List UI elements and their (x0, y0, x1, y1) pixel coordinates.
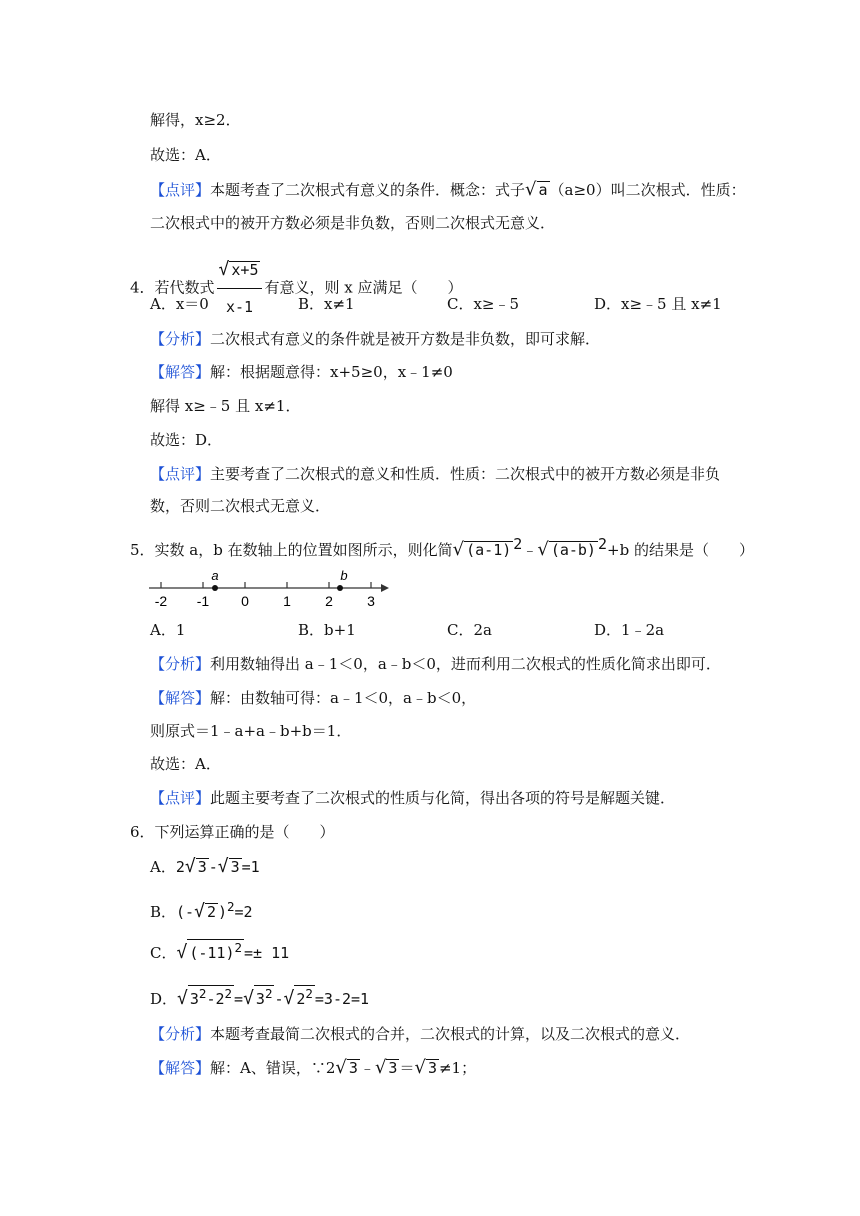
q5-option-c[interactable]: C．2a (447, 621, 492, 639)
q5-option-d[interactable]: D．1﹣2a (594, 621, 665, 639)
tick-label: 2 (325, 593, 333, 609)
comment-line-2: 二次根式中的被开方数必须是非负数，否则二次根式无意义． (150, 214, 556, 232)
q4-answer: 【解答】解：根据题意得：x+5≥0，x﹣1≠0 (150, 363, 453, 381)
tick-label: -2 (154, 593, 168, 609)
q4-analysis: 【分析】二次根式有意义的条件就是被开方数是非负数，即可求解． (150, 330, 601, 348)
q4-option-b[interactable]: B．x≠1 (298, 295, 355, 313)
number-line (145, 568, 395, 612)
q4-comment: 【点评】主要考查了二次根式的意义和性质．性质：二次根式中的被开方数必须是非负 (150, 465, 721, 483)
q5-analysis: 【分析】利用数轴得出 a﹣1＜0，a﹣b＜0，进而利用二次根式的性质化简求出即可． (150, 655, 721, 673)
tick-label: 1 (283, 593, 291, 609)
q5-comment: 【点评】此题主要考查了二次根式的性质与化简，得出各项的符号是解题关键． (150, 789, 676, 807)
q4-option-c[interactable]: C．x≥﹣5 (447, 295, 520, 313)
comment-tag: 【点评】 (150, 181, 211, 199)
radical-a: a (538, 181, 548, 199)
point-b (337, 585, 343, 591)
q4-option-d[interactable]: D．x≥﹣5 且 x≠1 (594, 295, 722, 313)
question-5-stem: 5．实数 a，b 在数轴上的位置如图所示，则化简√ (a-1) $^2$﹣√ (a-b) $^2$+b 的结果是（ ） (130, 535, 754, 560)
q6-answer: 【解答】解：A、错误，∵2√ 3 ﹣√ 3 ＝√ 3 ≠1； (150, 1057, 477, 1078)
tick-label: 0 (241, 593, 249, 609)
point-a-label: a (211, 568, 219, 583)
point-a (212, 585, 218, 591)
q4-answer-2: 解得 x≥﹣5 且 x≠1． (150, 397, 301, 415)
choice-line: 故选：A． (150, 146, 221, 164)
question-6-stem: 6．下列运算正确的是（ ） (130, 823, 335, 841)
q4-choice: 故选：D． (150, 431, 223, 449)
q6-analysis: 【分析】本题考查最简二次根式的合并，二次根式的计算，以及二次根式的意义． (150, 1025, 691, 1043)
q5-option-a[interactable]: A．1 (150, 621, 186, 639)
point-b-label: b (340, 568, 348, 583)
q5-answer-2: 则原式＝1﹣a+a﹣b+b＝1． (150, 722, 352, 740)
tick-label: -1 (196, 593, 210, 609)
tick-label: 3 (367, 593, 375, 609)
comment-line: 【点评】本题考查了二次根式有意义的条件．概念：式子√ a （a≥0）叫二次根式．性质： (150, 179, 746, 200)
solution-line: 解得，x≥2． (150, 111, 241, 129)
q6-option-a[interactable]: A．2√ 3 -√ 3 =1 (150, 856, 260, 877)
q5-option-b[interactable]: B．b+1 (298, 621, 356, 639)
q5-choice: 故选：A． (150, 755, 221, 773)
q4-option-a[interactable]: A．x＝0 (150, 295, 209, 313)
question-4-stem: 4．若代数式 $\frac{√ x+5}{x-1}$ 有意义，则 x 应满足（ ） (130, 252, 462, 325)
q6-option-c[interactable]: C．√ $(-11)^2 =\pm 11$ (150, 940, 290, 963)
fraction: $\frac{√ x+5}{x-1}$ (217, 252, 263, 325)
q5-answer: 【解答】解：由数轴可得：a﹣1＜0，a﹣b＜0， (150, 689, 477, 707)
q6-option-d[interactable]: D．√ $3^2-2^2$ =√ $3^2$ -√ $2^2 =3-2=1$ (150, 986, 370, 1009)
q4-comment-2: 数，否则二次根式无意义． (150, 497, 331, 515)
q6-option-b[interactable]: B．(-√ 2 )$^2$=2 (150, 899, 253, 922)
